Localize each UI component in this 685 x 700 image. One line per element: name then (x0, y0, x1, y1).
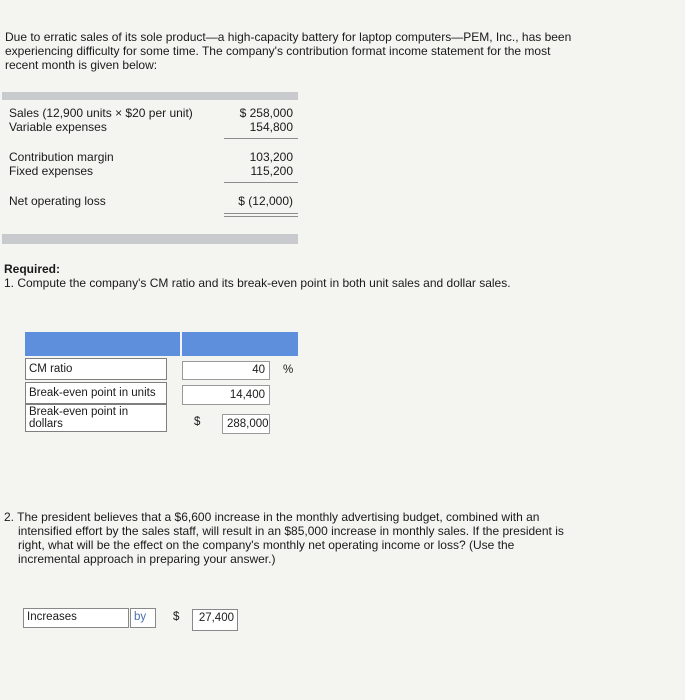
fixed-expenses-value: 115,200 (250, 164, 293, 178)
question-2-line: intensified effort by the sales staff, will result in an $85,000 increase in monthly sales. If the president is (18, 524, 564, 538)
dollar-sign: $ (173, 611, 180, 623)
effect-direction-select[interactable]: Increases (23, 608, 129, 628)
subtotal-underline (224, 138, 298, 139)
table-header-cell (182, 332, 298, 356)
cm-ratio-label: CM ratio (25, 358, 167, 380)
fixed-expenses-label: Fixed expenses (9, 164, 94, 178)
contribution-margin-value: 103,200 (249, 150, 293, 164)
variable-expenses-value: 154,800 (249, 120, 293, 134)
table-header-cell (25, 332, 180, 356)
sales-label: Sales (12,900 units × $20 per unit) (9, 106, 193, 120)
break-even-dollars-label-line: dollars (29, 418, 63, 430)
sales-value: $ 258,000 (239, 106, 293, 120)
intro-line: experiencing difficulty for some time. The company's contribution format income statement for the most (5, 44, 551, 58)
intro-line: Due to erratic sales of its sole product—a high-capacity battery for laptop computers—PEM, Inc., has been (5, 30, 572, 44)
contribution-margin-label: Contribution margin (9, 150, 114, 164)
subtotal-underline (224, 182, 298, 183)
intro-line: recent month is given below: (5, 58, 158, 72)
dollar-sign: $ (194, 416, 201, 428)
by-label: by (130, 608, 156, 628)
statement-bottom-band (2, 234, 298, 244)
break-even-dollars-label (25, 404, 167, 432)
required-heading: Required: (4, 262, 61, 276)
variable-expenses-label: Variable expenses (9, 120, 107, 134)
net-operating-loss-label: Net operating loss (9, 194, 106, 208)
problem-intro (5, 30, 630, 72)
break-even-dollars-input[interactable]: 288,000 (222, 414, 270, 434)
cm-ratio-input[interactable]: 40 (182, 361, 270, 380)
effect-amount-input[interactable]: 27,400 (192, 609, 238, 631)
question-2-line: incremental approach in preparing your answer.) (18, 552, 276, 566)
net-operating-loss-value: $ (12,000) (238, 194, 293, 208)
total-double-underline (224, 216, 298, 217)
question-2-text (4, 510, 609, 566)
statement-top-band (2, 92, 298, 100)
break-even-units-label: Break-even point in units (25, 382, 167, 404)
total-double-underline (224, 213, 298, 214)
question-1-text: 1. Compute the company's CM ratio and its break-even point in both unit sales and dollar sales. (4, 276, 511, 290)
percent-sign: % (283, 364, 294, 376)
break-even-dollars-label-line: Break-even point in (29, 406, 129, 418)
question-2-line: 2. The president believes that a $6,600 increase in the monthly advertising budget, combined with an (4, 510, 540, 524)
question-2-line: right, what will be the effect on the company's monthly net operating income or loss? (Use the (18, 538, 515, 552)
break-even-units-input[interactable]: 14,400 (182, 385, 270, 405)
